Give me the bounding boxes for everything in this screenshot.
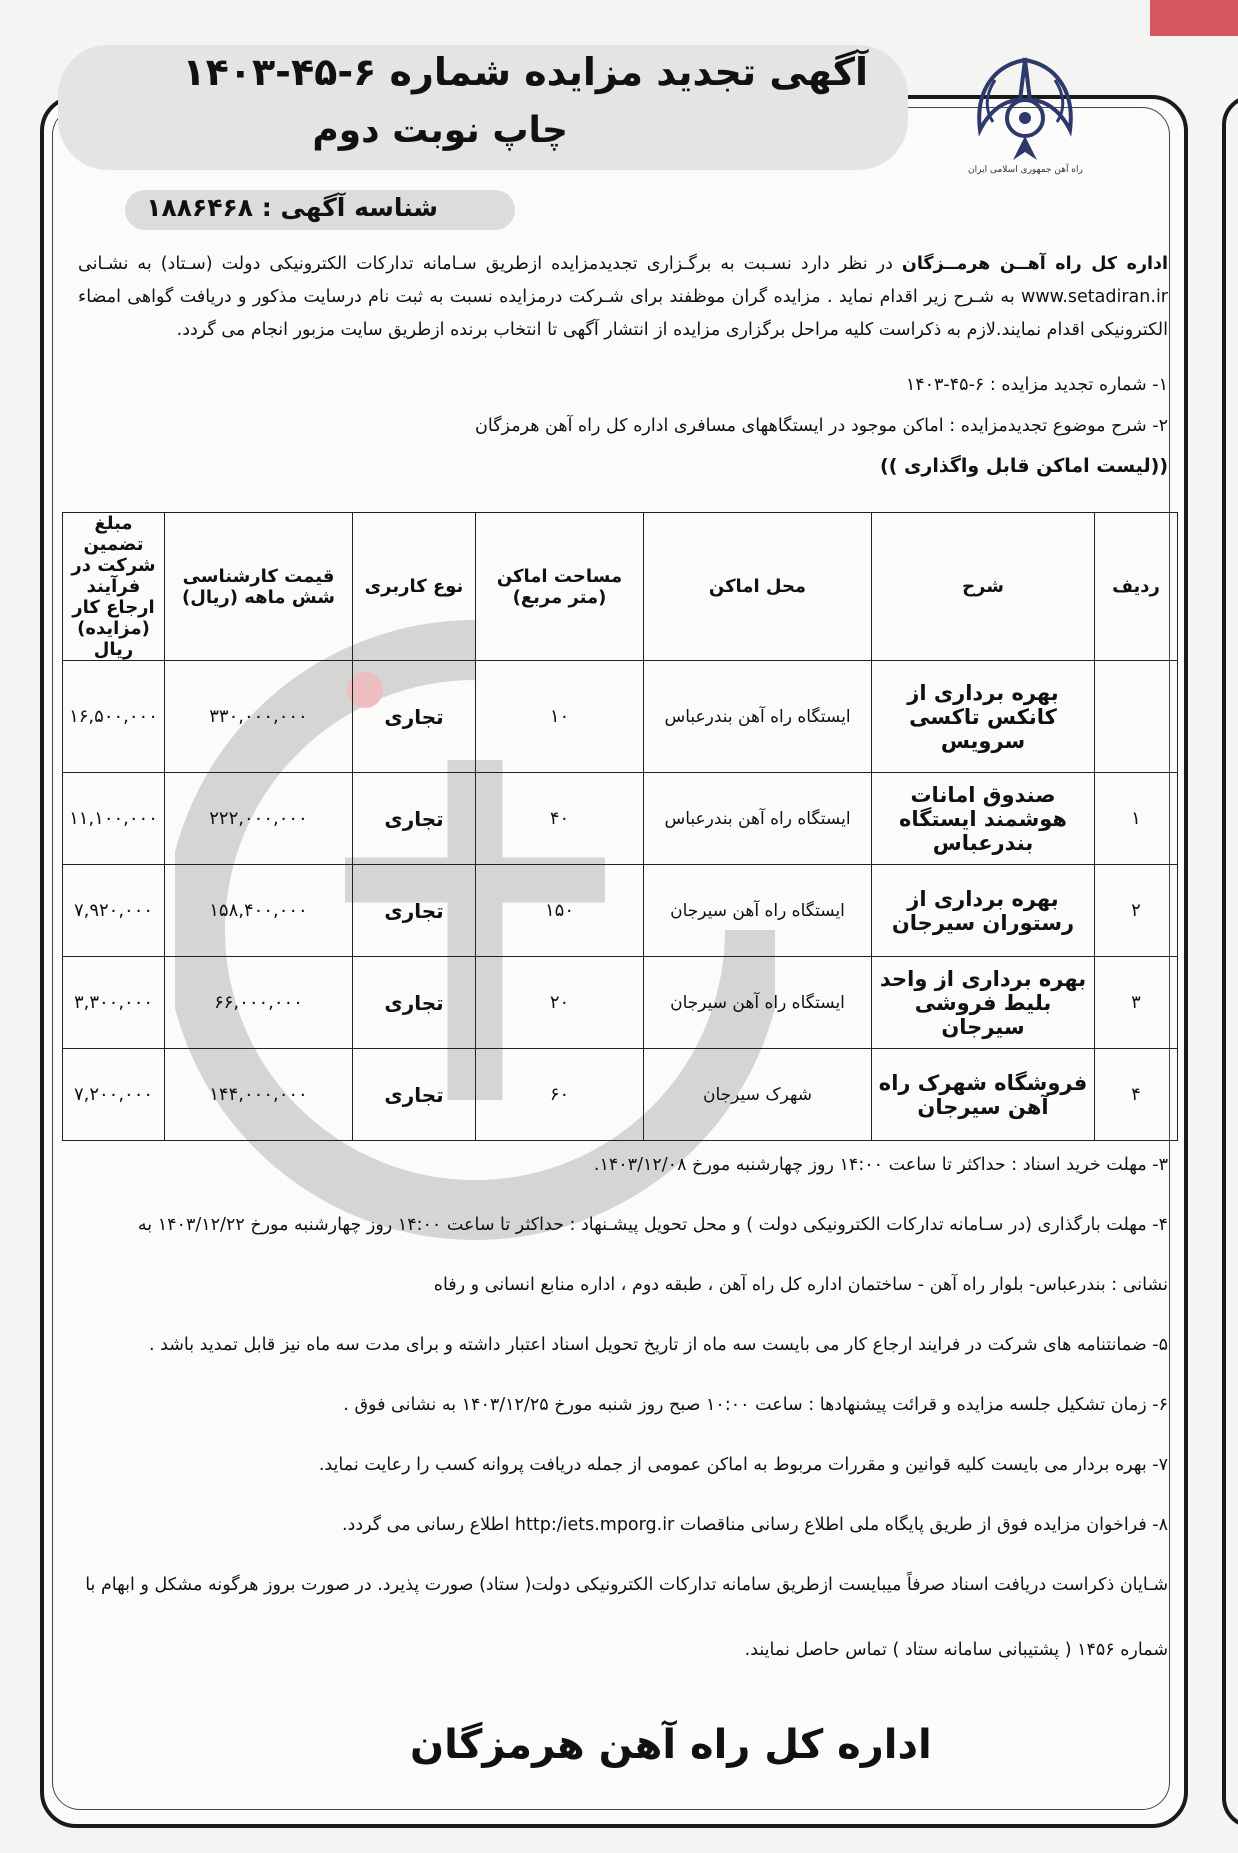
cell-guarantee: ۱۶,۵۰۰,۰۰۰ xyxy=(63,661,165,773)
cell-location: ایستگاه راه آهن بندرعباس xyxy=(644,773,872,865)
item-8: ۸- فراخوان مزایده فوق از طریق پایگاه ملی اطلاع رسانی مناقصات http:/iets.mporg.ir اطلاع رسانی می گردد. xyxy=(341,1515,1168,1535)
cell-desc: بهره برداری از واحد بلیط فروشی سیرجان xyxy=(872,957,1095,1049)
cell-location: ایستگاه راه آهن سیرجان xyxy=(644,957,872,1049)
item-4-address: نشانی : بندرعباس- بلوار راه آهن - ساختمان اداره کل راه آهن ، طبقه دوم ، اداره منابع انسانی و رفاه xyxy=(433,1275,1168,1295)
list-title: ((لیست اماکن قابل واگذاری )) xyxy=(880,455,1168,477)
header-guarantee: مبلغ تضمین شرکت در فرآیند ارجاع کار (مزایده) ریال xyxy=(63,513,165,661)
cell-row-number: ۳ xyxy=(1095,957,1178,1049)
cell-guarantee: ۱۱,۱۰۰,۰۰۰ xyxy=(63,773,165,865)
item-6: ۶- زمان تشکیل جلسه مزایده و قرائت پیشنهادها : ساعت ۱۰:۰۰ صبح روز شنبه مورخ ۱۴۰۳/۱۲/۲۵ به نشانی فوق . xyxy=(343,1395,1168,1415)
corner-red-mark xyxy=(1150,0,1238,36)
header-row-number: ردیف xyxy=(1095,513,1178,661)
cell-guarantee: ۳,۳۰۰,۰۰۰ xyxy=(63,957,165,1049)
ad-id: شناسه آگهی : ۱۸۸۶۴۶۸ xyxy=(146,193,438,222)
cell-location: ایستگاه راه آهن سیرجان xyxy=(644,865,872,957)
org-name: اداره کل راه آهــن هرمــزگان xyxy=(901,254,1168,274)
header-price: قیمت کارشناسی شش ماهه (ریال) xyxy=(165,513,353,661)
table-row xyxy=(63,957,1178,1049)
cell-guarantee: ۷,۲۰۰,۰۰۰ xyxy=(63,1049,165,1141)
cell-row-number: ۱ xyxy=(1095,773,1178,865)
table-row xyxy=(63,661,1178,773)
cell-usage: تجاری xyxy=(353,773,476,865)
header-area: مساحت اماکن (متر مربع) xyxy=(476,513,644,661)
adjacent-frame-edge xyxy=(1222,95,1238,1828)
table-row xyxy=(63,865,1178,957)
header-usage: نوع کاربری xyxy=(353,513,476,661)
intro-paragraph xyxy=(78,248,1168,347)
table-header-row xyxy=(63,513,1178,661)
cell-location: شهرک سیرجان xyxy=(644,1049,872,1141)
item-7: ۷- بهره بردار می بایست کلیه قوانین و مقررات مربوط به اماکن عمومی از جمله دریافت پروانه کسب را رعایت نماید. xyxy=(318,1455,1168,1475)
footer-signature: اداره کل راه آهن هرمزگان xyxy=(410,1722,932,1768)
page-title: آگهی تجدید مزایده شماره ۶-۴۵-۱۴۰۳ xyxy=(182,50,868,94)
cell-price: ۳۳۰,۰۰۰,۰۰۰ xyxy=(165,661,353,773)
cell-price: ۱۴۴,۰۰۰,۰۰۰ xyxy=(165,1049,353,1141)
cell-row-number: ۴ xyxy=(1095,1049,1178,1141)
cell-usage: تجاری xyxy=(353,1049,476,1141)
cell-price: ۱۵۸,۴۰۰,۰۰۰ xyxy=(165,865,353,957)
cell-usage: تجاری xyxy=(353,957,476,1049)
item-5: ۵- ضمانتنامه های شرکت در فرایند ارجاع کار می بایست سه ماه از تاریخ تحویل اسناد اعتبار داشته و برای مدت سه ماه نیز قابل تمدید باشد . xyxy=(148,1335,1168,1355)
table-row xyxy=(63,1049,1178,1141)
note-line-1: شـایان ذکراست دریافت اسناد صرفاً میبایست ازطریق سامانه تدارکات الکترونیکی دولت( ستاد) صورت پذیرد. در صورت بروز هرگونه مشکل و ابهام با xyxy=(85,1575,1168,1595)
cell-price: ۲۲۲,۰۰۰,۰۰۰ xyxy=(165,773,353,865)
page-subtitle: چاپ نوبت دوم xyxy=(312,110,568,151)
item-4: ۴- مهلت بارگذاری (در سـامانه تدارکات الکترونیکی دولت ) و محل تحویل پیشـنهاد : حداکثر تا ساعت ۱۴:۰۰ روز چهارشنبه مورخ ۱۴۰۳/۱۲/۲۲ به xyxy=(137,1215,1168,1235)
intro-text: در نظر دارد نسـبت به برگـزاری تجدیدمزایده ازطریق سـامانه تدارکات الکترونیکی دولت (سـتاد) به نشـانی www.setadiran.ir به شـرح زیر اقدام نماید . مزایده گران موظفند برای شـرکت درمزایده نسبت به ثبت نام درسایت مذکور و دریافت گواهی امضاء الکترونیکی اقدام نمایند.لازم به ذکراست کلیه مراحل برگزاری مزایده از انتشار آگهی تا انتخاب برنده ازطریق سایت مزبور انجام می گردد. xyxy=(78,254,1168,340)
logo-caption: راه آهن جمهوری اسلامی ایران xyxy=(968,165,1083,175)
cell-guarantee: ۷,۹۲۰,۰۰۰ xyxy=(63,865,165,957)
table-row xyxy=(63,773,1178,865)
cell-area: ۴۰ xyxy=(476,773,644,865)
cell-desc: بهره برداری از کانکس تاکسی سرویس xyxy=(872,661,1095,773)
item-1: ۱- شماره تجدید مزایده : ۶-۴۵-۱۴۰۳ xyxy=(905,375,1168,395)
cell-area: ۲۰ xyxy=(476,957,644,1049)
cell-area: ۱۵۰ xyxy=(476,865,644,957)
header-desc: شرح xyxy=(872,513,1095,661)
item-2: ۲- شرح موضوع تجدیدمزایده : اماکن موجود در ایستگاههای مسافری اداره کل راه آهن هرمزگان xyxy=(475,416,1168,436)
cell-area: ۱۰ xyxy=(476,661,644,773)
cell-row-number: ۲ xyxy=(1095,865,1178,957)
cell-usage: تجاری xyxy=(353,661,476,773)
cell-desc: بهره برداری از رستوران سیرجان xyxy=(872,865,1095,957)
header-location: محل اماکن xyxy=(644,513,872,661)
cell-row-number xyxy=(1095,661,1178,773)
item-3: ۳- مهلت خرید اسناد : حداکثر تا ساعت ۱۴:۰۰ روز چهارشنبه مورخ ۱۴۰۳/۱۲/۰۸. xyxy=(593,1155,1168,1175)
venues-table xyxy=(62,512,1178,1141)
cell-location: ایستگاه راه آهن بندرعباس xyxy=(644,661,872,773)
cell-area: ۶۰ xyxy=(476,1049,644,1141)
cell-desc: صندوق امانات هوشمند ایستگاه بندرعباس xyxy=(872,773,1095,865)
cell-usage: تجاری xyxy=(353,865,476,957)
cell-price: ۶۶,۰۰۰,۰۰۰ xyxy=(165,957,353,1049)
cell-desc: فروشگاه شهرک راه آهن سیرجان xyxy=(872,1049,1095,1141)
note-line-2: شماره ۱۴۵۶ ( پشتیبانی سامانه ستاد ) تماس حاصل نمایند. xyxy=(744,1640,1168,1660)
